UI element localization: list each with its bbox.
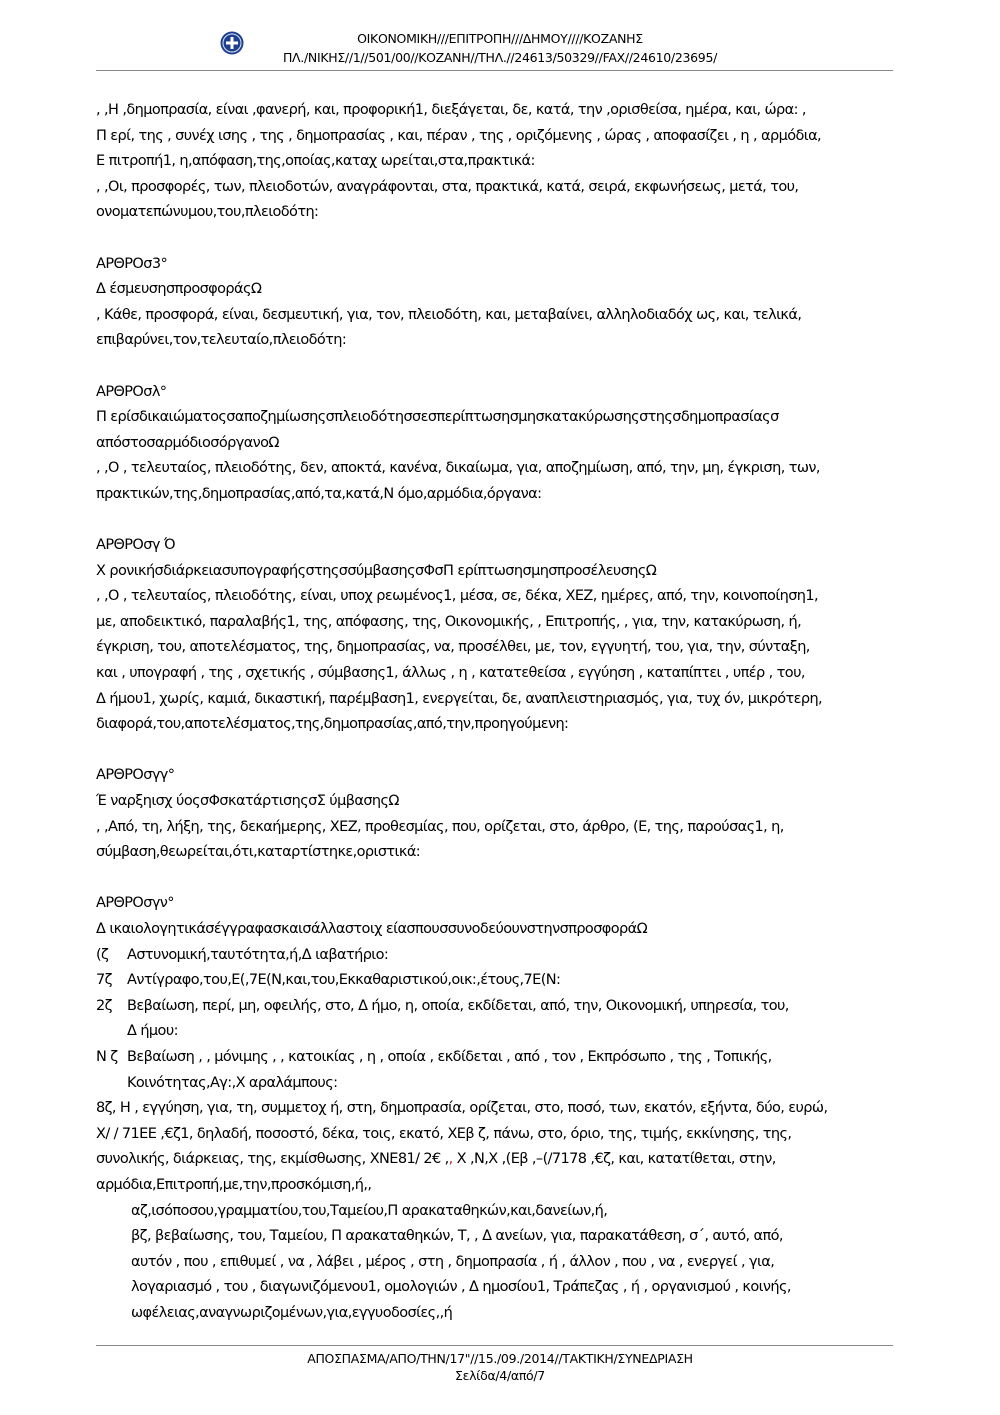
list-marker: (ζ — [96, 946, 109, 963]
page-header — [0, 0, 1000, 72]
text-line: έγκριση, του, αποτελέσματος, της, δημοπρασίας, να, προσέλθει, με, τον, εγγυητή, του, για, την, σύνταξη, — [96, 639, 810, 656]
article-5-heading: Χ ρονικήσδιάρκειασυπογραφήςστηςσσύμβασηςσΦσΠ ερίπτωσησμησπροσέλευσηςΩ — [96, 562, 657, 579]
footer-divider — [96, 1345, 893, 1346]
list-item-text: Αστυνομική,ταυτότητα,ή,Δ ιαβατήριο: — [127, 946, 389, 963]
article-5-title: ΑΡΘΡΟσγ Ό — [96, 537, 175, 554]
text-segment: Χ ,Ν,Χ ,(Εβ ,–(/7178 ,€ζ, και, κατατίθεται, στην, — [452, 1151, 776, 1168]
list-marker: 2ζ — [96, 997, 112, 1014]
article-6-title: ΑΡΘΡΟσγγ° — [96, 767, 175, 784]
text-line: , ,Από, τη, λήξη, της, δεκαήμερης, ΧΕΖ, προθεσμίας, που, ορίζεται, στο, άρθρο, (Ε, της, παρούσας1, η, — [96, 818, 784, 835]
text-line — [96, 1147, 896, 1173]
header-divider — [96, 70, 893, 71]
text-segment: συνολικής, διάρκειας, της, εκμίσθωσης, ΧΝΕ81/ 2€ , — [96, 1151, 449, 1168]
text-line: Δ ήμου1, χωρίς, καμιά, δικαστική, παρέμβαση1, ενεργείται, δε, αναπλειστηριασμός, για, τυχ όν, μικρότερη, — [96, 690, 823, 707]
article-6-heading: Έ ναρξηισχ ύοςσΦσκατάρτισηςσΣ ύμβασηςΩ — [96, 793, 399, 810]
sub-item-a: αζ,ισόποσου,γραμματίου,του,Ταμείου,Π αρακαταθηκών,και,δανείων,ή, — [131, 1202, 608, 1219]
article-3-title: ΑΡΘΡΟσ3° — [96, 255, 168, 272]
text-line: ωφέλειας,αναγνωριζομένων,για,εγγυοδοσίες,,ή — [131, 1304, 453, 1321]
text-line: πρακτικών,της,δημοπρασίας,από,τα,κατά,Ν όμο,αρμόδια,όργανα: — [96, 485, 542, 502]
text-line: , ,Οι, προσφορές, των, πλειοδοτών, αναγράφονται, στα, πρακτικά, κατά, σειρά, εκφωνήσεως, μετά, του, — [96, 178, 799, 195]
list-item-text: Κοινότητας,Αγ:,Χ αραλάμπους: — [127, 1074, 338, 1091]
list-item — [96, 943, 896, 969]
page-footer — [0, 1350, 1000, 1384]
list-marker: 7ζ — [96, 972, 112, 989]
text-line: αρμόδια,Επιτροπή,με,την,προσκόμιση,ή,, — [96, 1176, 372, 1193]
text-line: Χ/ / 71ΕΕ ,€ζ1, δηλαδή, ποσοστό, δέκα, τοις, εκατό, ΧΕβ ζ, πάνω, στο, όριο, της, τιμής, εκκίνησης, της, — [96, 1125, 792, 1142]
text-line: αυτόν , που , επιθυμεί , να , λάβει , μέρος , στη , δημοπρασία , ή , άλλον , που , να , ενεργεί , για, — [131, 1253, 775, 1270]
article-7-heading: Δ ικαιολογητικάσέγγραφασκαισάλλαστοιχ είασπουσσυνοδεύουνστηνσπροσφοράΩ — [96, 921, 648, 937]
footer-line-1: ΑΠΟΣΠΑΣΜΑ/ΑΠΟ/ΤΗΝ/17"//15./09./2014//ΤΑΚΤΙΚΗ/ΣΥΝΕΔΡΙΑΣΗ — [307, 1351, 693, 1366]
text-line: σύμβαση,θεωρείται,ότι,καταρτίστηκε,οριστικά: — [96, 844, 421, 861]
text-line: , ,Ο , τελευταίος, πλειοδότης, δεν, αποκτά, κανένα, δικαίωμα, για, αποζημίωση, από, την, μη, έγκριση, των, — [96, 460, 820, 477]
list-item — [96, 994, 896, 1045]
text-line: επιβαρύνει,τον,τελευταίο,πλειοδότη: — [96, 332, 347, 349]
sub-list — [96, 1199, 896, 1327]
text-line: με, αποδεικτικό, παραλαβής1, της, απόφασης, της, Οικονομικής, , Επιτροπής, , για, την, κατακύρωση, ή, — [96, 613, 802, 630]
text-line: , Κάθε, προσφορά, είναι, δεσμευτική, για, τον, πλειοδότη, και, μεταβαίνει, αλληλοδιαδόχ ως, και, τελικά, — [96, 306, 802, 323]
text-line: και , υπογραφή , της , σχετικής , σύμβασης1, άλλως , η , κατατεθείσα , εγγύηση , καταπίπτει , υπέρ , του, — [96, 665, 805, 682]
page-number: Σελίδα/4/από/7 — [455, 1368, 545, 1383]
text-line: , ,Ο , τελευταίος, πλειοδότης, είναι, υποχ ρεωμένος1, μέσα, σε, δέκα, ΧΕΖ, ημέρες, από, την, κοινοποίηση1, — [96, 588, 819, 605]
article-4-heading: Π ερίσδικαιώματοςσαποζημίωσηςσπλειοδότησσεσπερίπτωσησμησκατακύρωσηςστηςσδημοπρασίαςσ — [96, 409, 779, 426]
greek-emblem-icon — [220, 31, 244, 55]
list-item — [96, 968, 896, 994]
list-item-text: Βεβαίωση , , μόνιμης , , κατοικίας , η , οποία , εκδίδεται , από , τον , Εκπρόσωπο , της , Τοπικής, — [127, 1048, 772, 1065]
list-item — [96, 1045, 896, 1096]
header-line-2: ΠΛ./ΝΙΚΗΣ//1//501/00//ΚΟΖΑΝΗ//ΤΗΛ.//24613/50329//FAX//24610/23695/ — [282, 50, 718, 65]
text-line: λογαριασμό , του , διαγωνιζόμενου1, ομολογιών , Δ ημοσίου1, Τράπεζας , ή , οργανισμού , κοινής, — [131, 1279, 791, 1296]
article-4-title: ΑΡΘΡΟσλ° — [96, 383, 167, 400]
text-line: Π ερί, της , συνέχ ισης , της , δημοπρασίας , και, πέραν , της , οριζόμενης , ώρας , αποφασίζει , η , αρμόδια, — [96, 127, 822, 144]
article-4-heading: απόστοσαρμόδιοσόργανοΩ — [96, 434, 279, 451]
text-line: διαφορά,του,αποτελέσματος,της,δημοπρασίας,από,την,προηγούμενη: — [96, 716, 569, 733]
sub-item-b: βζ, βεβαίωσης, του, Ταμείου, Π αρακαταθηκών, Τ, , Δ ανείων, για, παρακατάθεση, σ΄, αυτό, από, — [131, 1228, 783, 1245]
article-3-heading: Δ έσμευσησπροσφοράςΩ — [96, 281, 262, 298]
list-item-text: Δ ήμου: — [127, 1023, 178, 1040]
text-line: 8ζ, Η , εγγύηση, για, τη, συμμετοχ ή, στη, δημοπρασία, ορίζεται, στο, ποσό, των, εκατόν, εξήντα, δύο, ευρώ, — [96, 1100, 828, 1117]
list-item-text: Βεβαίωση, περί, μη, οφειλής, στο, Δ ήμο, η, οποία, εκδίδεται, από, την, Οικονομική, υπηρεσία, του, — [127, 997, 789, 1014]
text-line: ονοματεπώνυμου,του,πλειοδότη: — [96, 204, 319, 221]
list-item-text: Αντίγραφο,του,Ε(,7Ε(Ν,και,του,Εκκαθαριστικού,οικ:,έτους,7Ε(Ν: — [127, 972, 561, 989]
header-line-1: ΟΙΚΟΝΟΜΙΚΗ///ΕΠΙΤΡΟΠΗ///ΔΗΜΟΥ////ΚΟΖΑΝΗΣ — [357, 31, 643, 46]
red-mark: , — [448, 1151, 453, 1168]
document-body — [96, 98, 896, 1327]
article-7-title: ΑΡΘΡΟσγν° — [96, 895, 174, 912]
text-line: Ε πιτροπή1, η,απόφαση,της,οποίας,καταχ ωρείται,στα,πρακτικά: — [96, 153, 535, 170]
list-marker: Ν ζ — [96, 1048, 118, 1065]
text-line: , ,Η ,δημοπρασία, είναι ,φανερή, και, προφορική1, διεξάγεται, δε, κατά, την ,ορισθείσα, ημέρα, και, ώρα: , — [96, 102, 806, 118]
